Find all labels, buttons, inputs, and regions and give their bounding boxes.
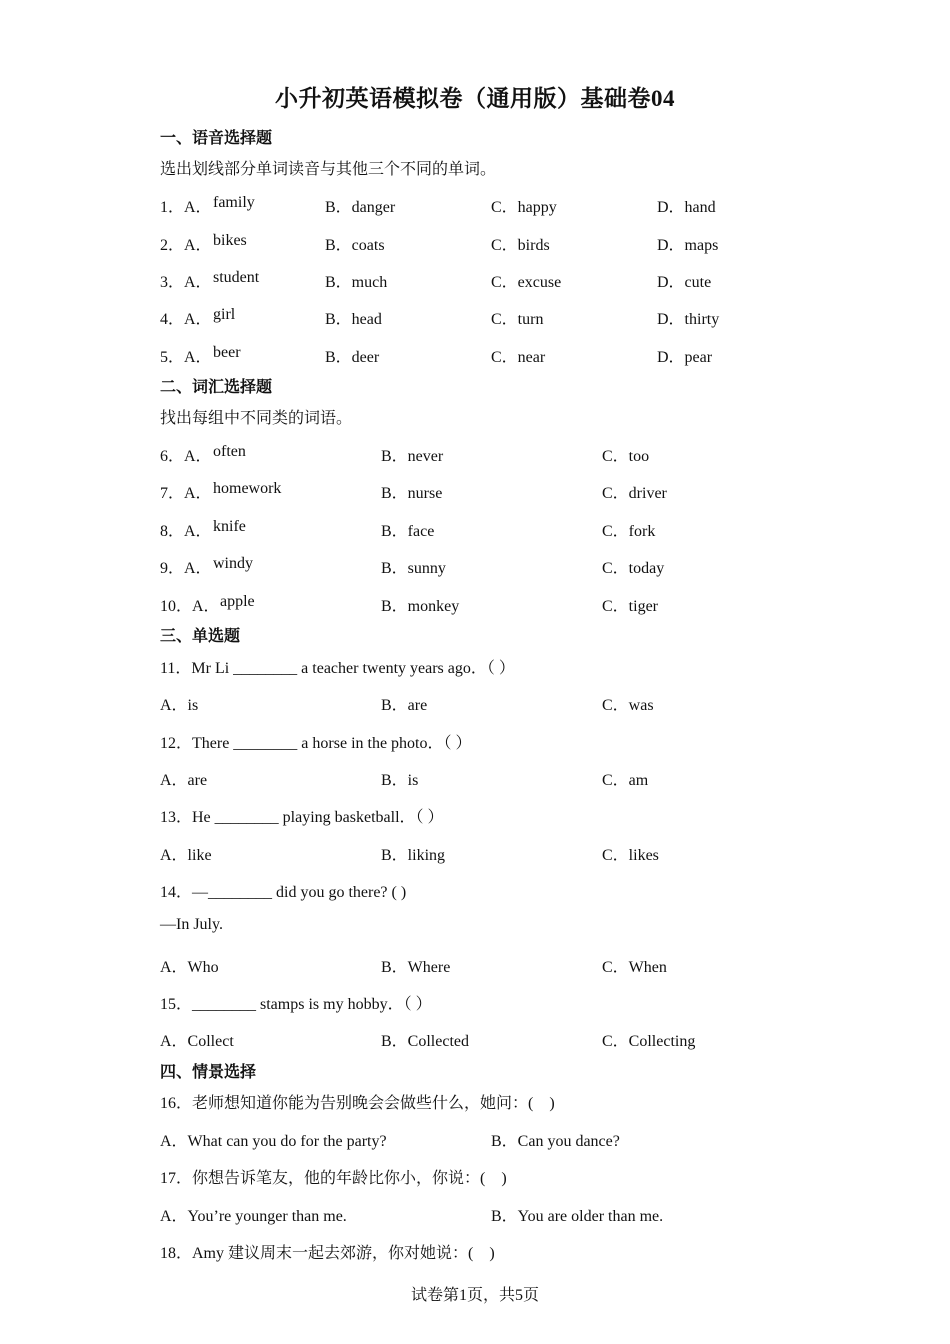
option-b: B．Where	[381, 959, 451, 976]
option-b: B．are	[381, 697, 428, 714]
section-heading-single-choice: 三、单选题	[160, 628, 241, 645]
question-6	[160, 443, 800, 467]
page-title: 小升初英语模拟卷（通用版）基础卷04	[275, 86, 675, 111]
question-13-options	[160, 842, 800, 866]
option-b: B．danger	[325, 199, 396, 216]
page-footer: 试卷第1页，共5页	[410, 1287, 539, 1304]
option-b: B．head	[325, 311, 382, 328]
option-b: B．sunny	[381, 560, 446, 577]
option-a: A．Who	[160, 959, 219, 976]
question-number: 8．A．	[160, 523, 212, 540]
option-b: B．liking	[381, 847, 446, 864]
option-a: apple	[220, 593, 255, 610]
question-number: 10．A．	[160, 598, 220, 615]
option-c: C．driver	[602, 485, 667, 502]
option-a: A．Collect	[160, 1033, 234, 1050]
option-d: D．hand	[657, 199, 716, 216]
option-c: C．happy	[491, 199, 557, 216]
option-a: homework	[213, 480, 282, 497]
option-b: B．coats	[325, 237, 385, 254]
option-b: B．much	[325, 274, 388, 291]
section-heading-vocab: 二、词汇选择题	[160, 379, 273, 396]
option-c: C．When	[602, 959, 667, 976]
option-c: C．Collecting	[602, 1033, 696, 1050]
question-number: 6．A．	[160, 448, 212, 465]
option-c: C．too	[602, 448, 650, 465]
section-instruction-vocab: 找出每组中不同类的词语。	[160, 410, 353, 427]
option-c: C．turn	[491, 311, 544, 328]
question-9	[160, 555, 800, 579]
question-16-stem: 16．老师想知道你能为告别晚会会做些什么，她问：( )	[160, 1095, 555, 1112]
question-number: 7．A．	[160, 485, 212, 502]
section-heading-situational: 四、情景选择	[160, 1064, 257, 1081]
question-12-stem: 12．There ________ a horse in the photo．（ ）	[160, 735, 472, 752]
question-13-stem: 13．He ________ playing basketball．（ ）	[160, 809, 444, 826]
question-10	[160, 593, 800, 617]
option-a: girl	[213, 306, 236, 323]
question-number: 4．A．	[160, 311, 212, 328]
option-a: A．like	[160, 847, 212, 864]
option-d: D．maps	[657, 237, 719, 254]
option-a: A．What can you do for the party?	[160, 1133, 387, 1150]
question-17-stem: 17．你想告诉笔友，他的年龄比你小，你说：( )	[160, 1170, 507, 1187]
option-a: bikes	[213, 232, 247, 249]
option-b: B．monkey	[381, 598, 460, 615]
option-a: knife	[213, 518, 246, 535]
option-a: family	[213, 194, 255, 211]
option-a: windy	[213, 555, 253, 572]
question-16-options	[160, 1128, 800, 1152]
question-14-options	[160, 954, 800, 978]
option-b: B．Collected	[381, 1033, 469, 1050]
question-7	[160, 480, 800, 504]
question-14-stem: 14．—________ did you go there? ( )	[160, 884, 407, 901]
option-c: C．am	[602, 772, 649, 789]
option-c: C．tiger	[602, 598, 658, 615]
question-number: 5．A．	[160, 349, 212, 366]
option-a: beer	[213, 344, 241, 361]
option-b: B．You are older than me.	[491, 1208, 664, 1225]
question-11-stem: 11．Mr Li ________ a teacher twenty years ago．（ ）	[160, 660, 515, 677]
question-number: 1．A．	[160, 199, 212, 216]
option-c: C．today	[602, 560, 665, 577]
option-c: C．near	[491, 349, 546, 366]
option-c: C．likes	[602, 847, 659, 864]
option-c: C．fork	[602, 523, 656, 540]
option-b: B．is	[381, 772, 419, 789]
question-number: 9．A．	[160, 560, 212, 577]
question-3	[160, 269, 800, 293]
question-12-options	[160, 767, 800, 791]
option-b: B．never	[381, 448, 444, 465]
option-b: B．Can you dance?	[491, 1133, 620, 1150]
question-2	[160, 232, 800, 256]
question-5	[160, 344, 800, 368]
option-b: B．nurse	[381, 485, 443, 502]
option-d: D．cute	[657, 274, 712, 291]
option-a: A．You’re younger than me.	[160, 1208, 347, 1225]
question-number: 2．A．	[160, 237, 212, 254]
question-15-options	[160, 1028, 800, 1052]
option-a: A．is	[160, 697, 199, 714]
question-1	[160, 194, 800, 218]
option-d: D．thirty	[657, 311, 720, 328]
option-a: A．are	[160, 772, 208, 789]
question-8	[160, 518, 800, 542]
option-a: often	[213, 443, 246, 460]
question-17-options	[160, 1203, 800, 1227]
question-18-stem: 18．Amy 建议周末一起去郊游，你对她说：( )	[160, 1245, 495, 1262]
question-4	[160, 306, 800, 330]
option-c: C．was	[602, 697, 654, 714]
option-a: student	[213, 269, 260, 286]
section-heading-phonics: 一、语音选择题	[160, 130, 273, 147]
question-14-reply: —In July.	[160, 916, 223, 933]
section-instruction-phonics: 选出划线部分单词读音与其他三个不同的单词。	[160, 161, 497, 178]
question-11-options	[160, 692, 800, 716]
option-b: B．face	[381, 523, 435, 540]
option-b: B．deer	[325, 349, 380, 366]
question-number: 3．A．	[160, 274, 212, 291]
option-d: D．pear	[657, 349, 713, 366]
option-c: C．excuse	[491, 274, 562, 291]
question-15-stem: 15．________ stamps is my hobby．（ ）	[160, 996, 432, 1013]
option-c: C．birds	[491, 237, 550, 254]
